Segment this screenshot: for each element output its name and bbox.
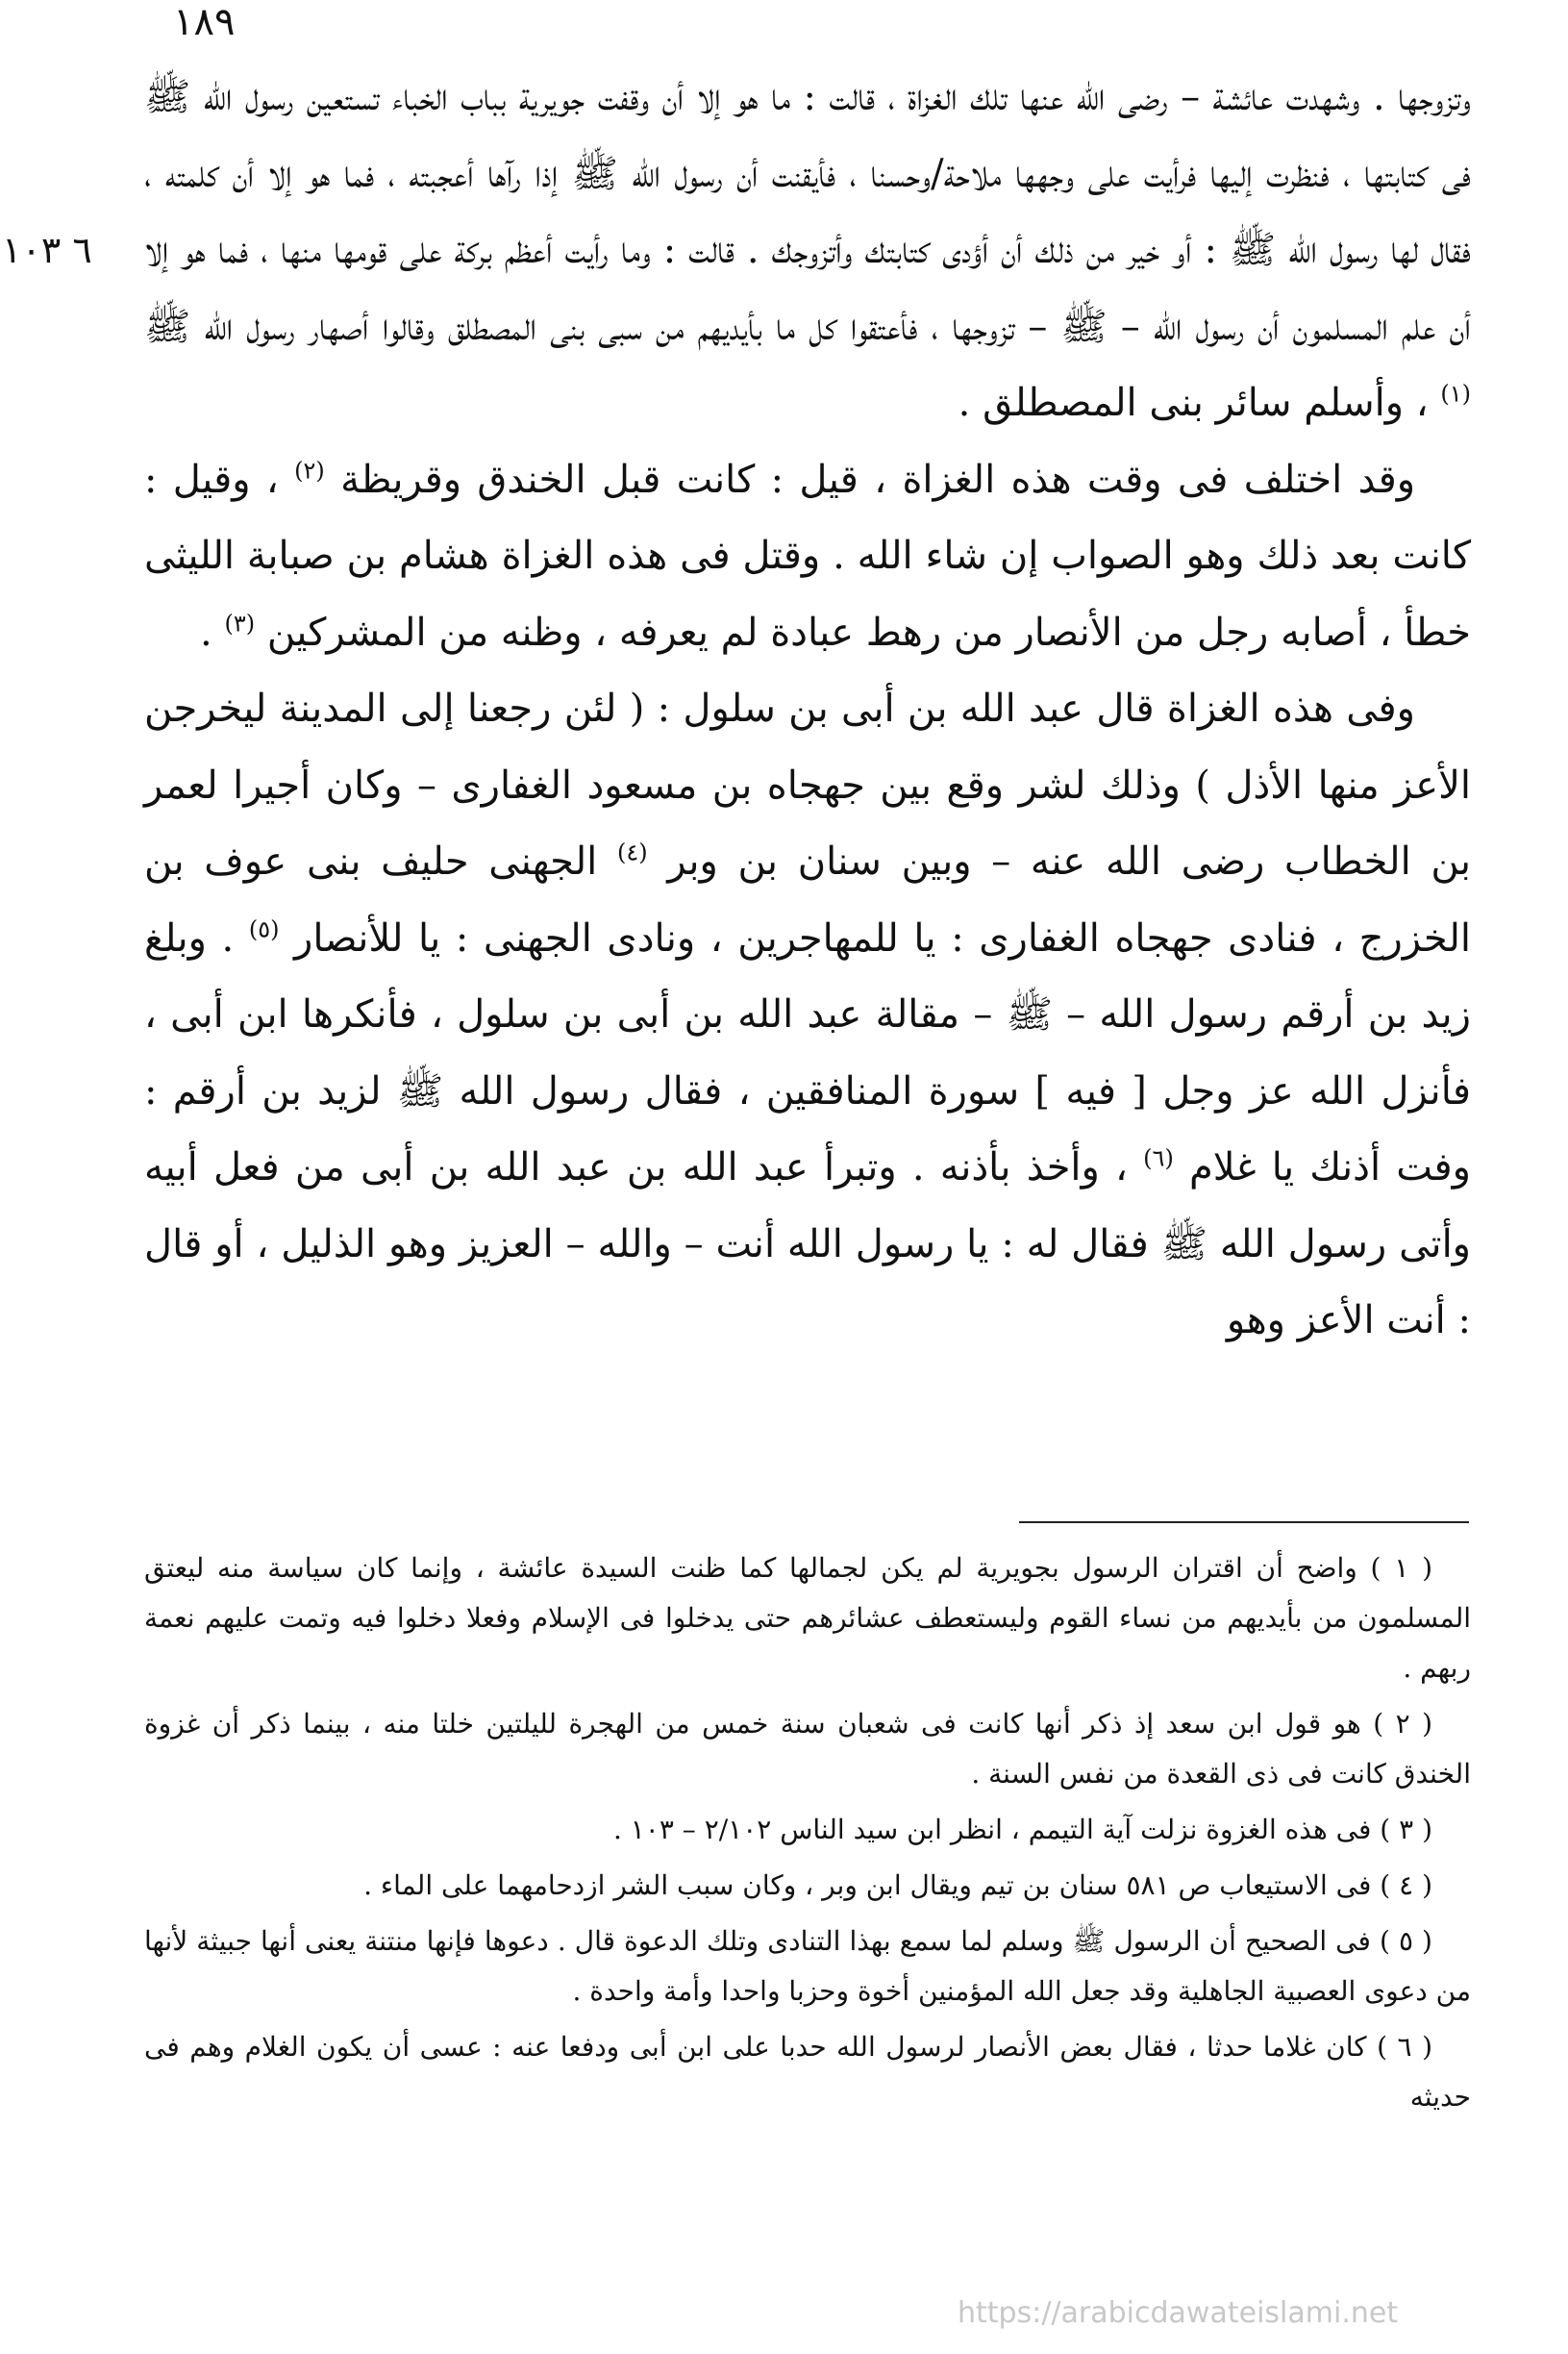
- text-line: ملاحة/وحسنا ، فأيقنت أن رسول الله ﷺ إذا رآها أعجبته ، فما هو إلا أن كلمته ،: [144, 151, 1002, 196]
- text-line: الخطاب رضى الله عنه – وبين سنان بن وبر: [667, 839, 1411, 884]
- text-line: ﷺ: [144, 304, 191, 349]
- footnote: ( ٢ ) هو قول ابن سعد إذ ذكر أنها كانت فى شعبان سنة خمس من الهجرة لليلتين خلتا منه ، بينما ذكر أن غزوة الخندق كانت فى ذى القعدة من نفس السنة .: [144, 1708, 1471, 1790]
- text-line: وفى هذه الغزاة قال عبد الله بن أبى بن سلول : ( لئن رجعنا إلى المدينة ليخرجن الأعز: [144, 687, 1471, 808]
- text-line: تزوجها ، فأعتقوا كل ما بأيديهم من سبى بنى المصطلق وقالوا أصهار رسول الله: [204, 304, 1015, 349]
- text-line: عز وجل [ فيه ] سورة المنافقين ، فقال رسول الله ﷺ لزيد بن أرقم : وفت أذنك يا: [144, 1068, 1471, 1190]
- text-line: منها الأذل ) وذلك لشر وقع بين جهجاه بن مسعود الغفارى – وكان أجيرا لعمر بن: [144, 763, 1471, 884]
- footnote-ref: (٢): [294, 457, 325, 485]
- footnote-divider: [1019, 1521, 1469, 1523]
- text-line: ﷺ فقال له : يا رسول الله أنت – والله – العزيز وهو الذليل ، أو قال : أنت الأعز وهو: [144, 1221, 1471, 1342]
- footnote: ( ٥ ) فى الصحيح أن الرسول ﷺ وسلم لما سمع بهذا التنادى وتلك الدعوة قال . دعوها فإنها منتنة يعنى أنها جبيثة لأنها من دعوى العصبية الجاهلية وقد جعل الله المؤمنين أخوة وحزبا واحدا وأمة واحدة .: [144, 1925, 1471, 2007]
- paragraph: [144, 671, 1471, 1360]
- text-line: رأيت أعظم بركة على قومها منها ، فما هو إلا أن علم المسلمون أن رسول الله – ﷺ –: [144, 228, 1471, 349]
- text-line: فقال لها رسول الله ﷺ : أو خير من ذلك أن أؤدى كتابتك وأتزوجك . قالت : وما: [620, 228, 1471, 272]
- text-line: فنادى جهجاه الغفارى : يا للمهاجرين ، ونادى الجهنى : يا للأنصار: [294, 915, 1317, 961]
- margin-note: ٦ ١٠٣: [2, 229, 92, 271]
- text-line: وتزوجها . وشهدت عائشة – رضى الله عنها تلك الغزاة ، قالت : ما هو إلا أن وقفت: [597, 75, 1471, 119]
- watermark: https://arabicdawateislami.net: [958, 2296, 1399, 2330]
- text-line: ، وقيل :: [144, 457, 279, 502]
- text-line: .: [200, 610, 212, 655]
- text-line: كانت بعد ذلك وهو الصواب إن شاء الله . وقتل فى هذه الغزاة هشام بن صبابة الليثى: [144, 534, 1471, 578]
- footnote: ( ١ ) واضح أن اقتران الرسول بجويرية لم يكن لجمالها كما ظنت السيدة عائشة ، وإنما كان سياسة منه ليعتق المسلمون من بأيديهم من نساء القوم وليستعطف عشائرهم حتى يدخلوا فى الإسلام وفعلا دخلوا فيه وتمت عليهم نعمة ربهم .: [144, 1552, 1471, 1684]
- footnote-ref: (١): [1440, 380, 1471, 408]
- text-line: خطأ ، أصابه رجل من الأنصار من رهط عبادة لم يعرفه ، وظنه من المشركين: [266, 610, 1471, 655]
- footnote: ( ٣ ) فى هذه الغزوة نزلت آية التيمم ، انظر ابن سيد الناس ٢/١٠٢ – ١٠٣ .: [612, 1814, 1432, 1845]
- text-line: . وبلغ زيد بن: [144, 915, 1472, 1037]
- text-line: ، وأخذ بأذنه . وتبرأ عبد الله بن عبد الله بن أبى من فعل أبيه وأتى رسول الله: [144, 1145, 1471, 1266]
- footnote: ( ٦ ) كان غلاما حدثا ، فقال بعض الأنصار لرسول الله حدبا على ابن أبى ودفعا عنه : عسى أن يكون الغلام وهم فى حديثه: [144, 2031, 1471, 2113]
- footnote-ref: (٦): [1143, 1144, 1174, 1172]
- footnote-ref: (٥): [248, 915, 280, 943]
- text-line: جويرية بباب الخباء تستعين رسول الله ﷺ فى كتابتها ، فنظرت إليها فرأيت على وجهها: [144, 75, 1471, 196]
- paragraph: [144, 442, 1471, 672]
- paragraph: [144, 60, 1471, 442]
- text-line: الجهنى حليف بنى عوف بن الخزرج ،: [144, 839, 1472, 961]
- text-line: ، وأسلم سائر بنى المصطلق .: [958, 381, 1429, 425]
- main-text: [144, 60, 1471, 1360]
- footnotes: [144, 1543, 1471, 2128]
- text-line: غلام: [1189, 1145, 1257, 1190]
- footnote-ref: (٣): [224, 610, 256, 638]
- footnote-ref: (٤): [616, 839, 648, 866]
- footnote: ( ٤ ) فى الاستيعاب ص ٥٨١ سنان بن تيم ويقال ابن وبر ، وكان سبب الشر ازدحامهما على الماء .: [363, 1869, 1432, 1901]
- page-number: ١٨٩: [173, 0, 236, 44]
- text-line: وقد اختلف فى وقت هذه الغزاة ، قيل : كانت قبل الخندق وقريظة: [340, 457, 1416, 502]
- text-line: أرقم رسول الله – ﷺ – مقالة عبد الله بن أبى بن سلول ، فأنكرها ابن أبى ، فأنزل الله: [144, 992, 1471, 1114]
